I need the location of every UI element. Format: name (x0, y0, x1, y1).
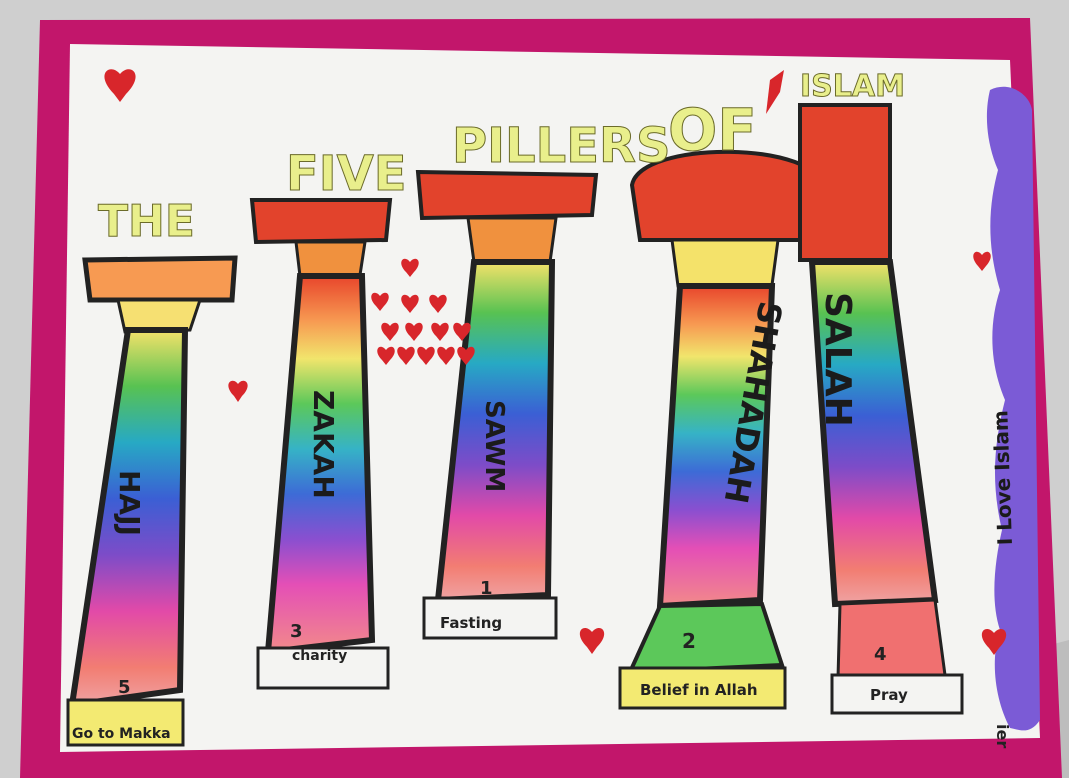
heading-five: FIVE (286, 146, 407, 202)
pillar-name-shahadah: SHAHADAH (716, 298, 790, 507)
pillar-caption-sawm: Fasting (440, 614, 503, 632)
pillar-name-salah: SALAH (817, 292, 858, 427)
edge-text: ier (993, 724, 1012, 749)
pillar-number-sawm: 1 (480, 578, 493, 599)
pillar-number-hajj: 5 (118, 677, 131, 698)
pillar-name-zakah: ZAKAH (307, 390, 340, 499)
pillar-number-zakah: 3 (290, 621, 303, 642)
heading-islam: ISLAM (800, 69, 905, 104)
pillar-name-sawm: SAWM (479, 400, 509, 493)
pillar-caption-salah: Pray (870, 686, 908, 704)
heading-the: THE (98, 196, 195, 247)
pillar-number-shahadah: 2 (682, 629, 696, 653)
side-text-i-love-islam: I Love Islam (988, 409, 1017, 546)
heading-pillers: PILLERS (452, 118, 671, 174)
pillar-caption-shahadah: Belief in Allah (640, 681, 758, 699)
pillar-number-salah: 4 (874, 644, 887, 665)
heading-of: OF (668, 96, 757, 164)
pillar-caption-zakah: charity (292, 648, 348, 664)
pillar-name-hajj: HAJJ (113, 470, 146, 536)
pillar-caption-hajj: Go to Makka (72, 726, 171, 742)
